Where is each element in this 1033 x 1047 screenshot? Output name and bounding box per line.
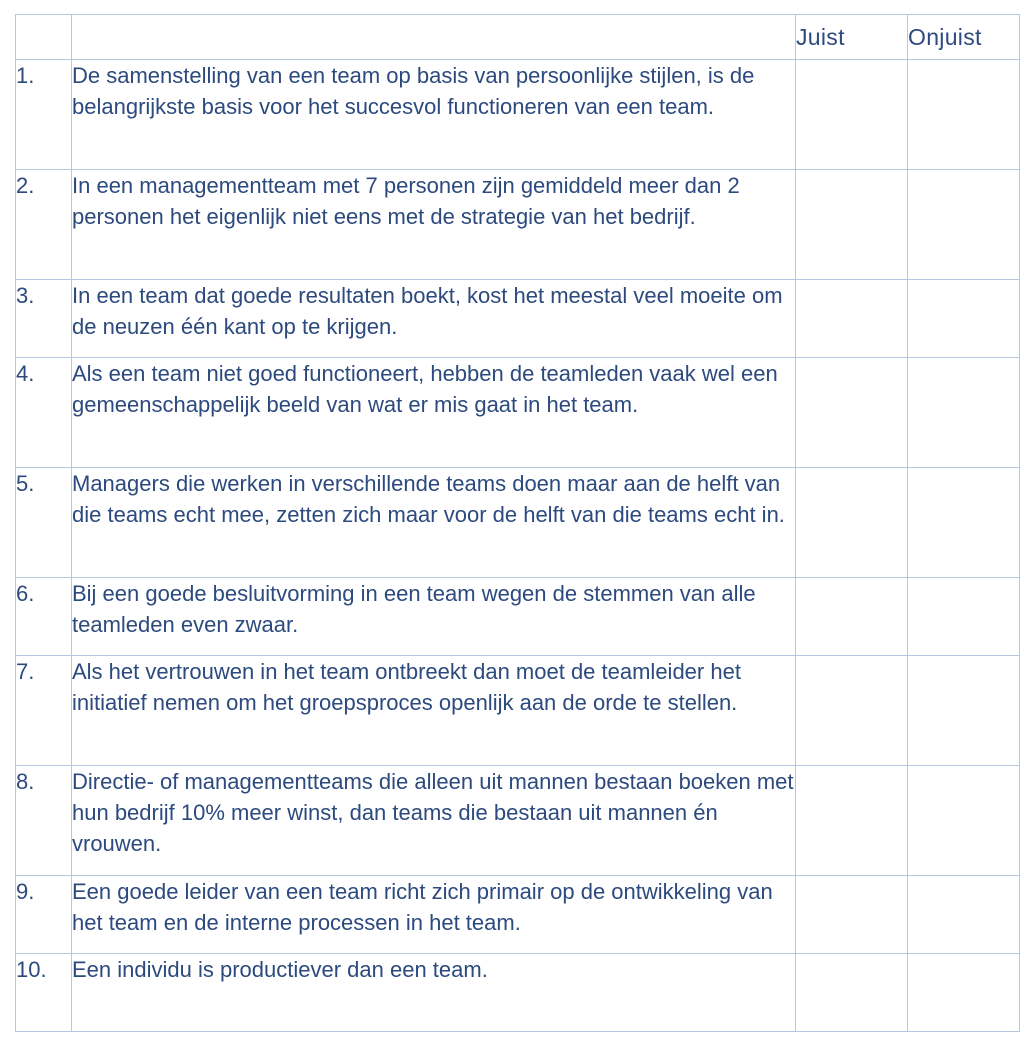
onjuist-answer-cell[interactable] <box>908 468 1020 578</box>
onjuist-answer-cell[interactable] <box>908 954 1020 1032</box>
onjuist-answer-cell[interactable] <box>908 358 1020 468</box>
juist-answer-cell[interactable] <box>796 60 908 170</box>
statement-text: Bij een goede besluitvorming in een team wegen de stemmen van alle teamleden even zwaar. <box>72 578 796 656</box>
statement-number: 9. <box>16 876 72 954</box>
header-juist: Juist <box>796 15 908 60</box>
onjuist-answer-cell[interactable] <box>908 170 1020 280</box>
statement-number: 8. <box>16 766 72 876</box>
statement-text: Als het vertrouwen in het team ontbreekt dan moet de teamleider het initiatief nemen om het groepsproces openlijk aan de orde te stellen. <box>72 656 796 766</box>
juist-answer-cell[interactable] <box>796 468 908 578</box>
juist-answer-cell[interactable] <box>796 358 908 468</box>
statement-number: 10. <box>16 954 72 1032</box>
statement-row <box>16 468 1020 578</box>
header-onjuist: Onjuist <box>908 15 1020 60</box>
statements-table <box>15 14 1020 1032</box>
statement-row <box>16 954 1020 1032</box>
statement-number: 6. <box>16 578 72 656</box>
onjuist-answer-cell[interactable] <box>908 280 1020 358</box>
statement-number: 2. <box>16 170 72 280</box>
statement-row <box>16 578 1020 656</box>
onjuist-answer-cell[interactable] <box>908 578 1020 656</box>
juist-answer-cell[interactable] <box>796 876 908 954</box>
statement-number: 4. <box>16 358 72 468</box>
statement-number: 1. <box>16 60 72 170</box>
statement-row <box>16 358 1020 468</box>
juist-answer-cell[interactable] <box>796 170 908 280</box>
statement-number: 5. <box>16 468 72 578</box>
onjuist-answer-cell[interactable] <box>908 766 1020 876</box>
juist-answer-cell[interactable] <box>796 954 908 1032</box>
juist-answer-cell[interactable] <box>796 766 908 876</box>
juist-answer-cell[interactable] <box>796 656 908 766</box>
statement-text: Als een team niet goed functioneert, hebben de teamleden vaak wel een gemeenschappelijk beeld van wat er mis gaat in het team. <box>72 358 796 468</box>
header-number-cell <box>16 15 72 60</box>
statement-row <box>16 766 1020 876</box>
juist-answer-cell[interactable] <box>796 578 908 656</box>
statement-text: In een team dat goede resultaten boekt, kost het meestal veel moeite om de neuzen één kant op te krijgen. <box>72 280 796 358</box>
statement-text: Een goede leider van een team richt zich primair op de ontwikkeling van het team en de interne processen in het team. <box>72 876 796 954</box>
statement-number: 7. <box>16 656 72 766</box>
header-row <box>16 15 1020 60</box>
statement-text: Directie- of managementteams die alleen uit mannen bestaan boeken met hun bedrijf 10% meer winst, dan teams die bestaan uit mannen én vrouwen. <box>72 766 796 876</box>
statement-number: 3. <box>16 280 72 358</box>
statement-text: De samenstelling van een team op basis van persoonlijke stijlen, is de belangrijkste basis voor het succesvol functioneren van een team. <box>72 60 796 170</box>
statement-row <box>16 170 1020 280</box>
statement-row <box>16 876 1020 954</box>
statement-text: Managers die werken in verschillende teams doen maar aan de helft van die teams echt mee, zetten zich maar voor de helft van die teams echt in. <box>72 468 796 578</box>
header-statement-cell <box>72 15 796 60</box>
statement-text: Een individu is productiever dan een team. <box>72 954 796 1032</box>
onjuist-answer-cell[interactable] <box>908 876 1020 954</box>
onjuist-answer-cell[interactable] <box>908 656 1020 766</box>
statement-row <box>16 280 1020 358</box>
statement-text: In een managementteam met 7 personen zijn gemiddeld meer dan 2 personen het eigenlijk niet eens met de strategie van het bedrijf. <box>72 170 796 280</box>
onjuist-answer-cell[interactable] <box>908 60 1020 170</box>
juist-answer-cell[interactable] <box>796 280 908 358</box>
statement-row <box>16 656 1020 766</box>
statement-row <box>16 60 1020 170</box>
